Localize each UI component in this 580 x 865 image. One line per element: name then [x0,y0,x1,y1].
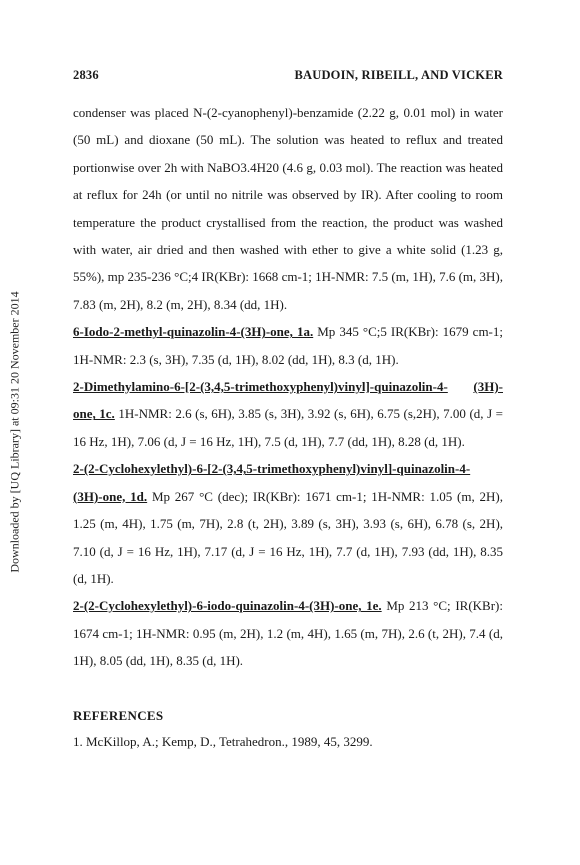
compound-1c-title: 2-Dimethylamino-6-[2-(3,4,5-trimethoxyphenyl)vinyl]-quinazolin-4- [73,379,448,395]
page-content [73,68,503,750]
text-line: 1H-NMR: 7.5 (m, 1H), 7.6 (m, 3H), 7.83 (m, 2H), 8.2 (m, 2H), 8.34 (dd, [73,269,504,312]
text-line: 1H). [263,296,288,312]
text-line: (m, 2H), 1.25 (m, 4H), 1.75 (m, 7H), 2.8 (t, 2H), 3.89 (s, 3H), 3.93 (s, 6H), [73,488,503,532]
text-line: 6.78 (s, 2H), 7.10 (d, J = 16 Hz, 1H), 7.17 (d, J = 16 Hz, 1H), 7.7 (d, 1H), [73,516,504,559]
compound-1d-title: 2-(2-Cyclohexylethyl)-6-[2-(3,4,5-trimethoxyphenyl)vinyl]-quinazolin-4- [73,461,471,477]
running-title: BAUDOIN, RIBEILL, AND VICKER [294,68,503,82]
procedure-paragraph [73,99,503,318]
text-line: Mp 267 °C (dec); IR(KBr): 1671 cm-1; 1H-NMR: 1.05 [151,488,453,504]
compound-1a-entry [73,318,503,373]
text-line: IR(KBr): 1674 cm-1; 1H-NMR: 0.95 (m, 2H), 1.2 (m, 4H), 1.65 (m, 7H), [73,598,503,641]
text-line: cm-1; 1H-NMR: 2.3 (s, 3H), 7.35 (d, 1H), 8.02 (dd, 1H), 8.3 (d, 1H). [73,324,503,367]
text-line: water (50 mL) and dioxane (50 mL). The solution was heated to reflux and [73,105,503,148]
text-line: After cooling to room temperature the product crystallised from the reaction, [73,187,503,230]
text-line: treated portionwise over 2h with NaBO3.4H20 (4.6 g, 0.03 mol). The [73,132,504,175]
text-line: give a white solid (1.23 g, 55%), mp 235-236 °C;4 IR(KBr): 1668 cm-1; [73,242,503,285]
compound-1d-title-cont: (3H)-one, 1d. [73,488,148,504]
compound-1d-entry [73,455,503,592]
references-heading: REFERENCES [73,707,164,723]
text-line: Mp 345 °C;5 IR(KBr): 1679 [317,324,469,340]
compound-1e-entry [73,592,503,674]
download-watermark [0,0,30,865]
compound-1e-title: 2-(2-Cyclohexylethyl)-6-iodo-quinazolin-4-(3H)-one, 1e. [73,598,382,614]
article-body [73,99,503,675]
text-line: 1H-NMR: 2.6 (s, 6H), 3.85 (s, 3H), 3.92 (s, 6H), 6.75 (s,2H), [118,406,440,422]
text-line: condenser was placed N-(2-cyanophenyl)-benzamide (2.22 g, 0.01 mol) in [73,105,470,120]
text-line: 7.00 (d, J = 16 Hz, 1H), 7.06 (d, J = 16 Hz, 1H), 7.5 (d, 1H), 7.7 (dd, 1H), [73,406,503,449]
page-number: 2836 [73,68,99,82]
text-line: the product was washed with water, air dried and then washed with ether to [73,214,504,258]
compound-1c-entry [73,373,503,455]
compound-1c-title-cont: (3H)-one, 1c. [73,379,503,422]
text-line: 8.28 (d, 1H). [398,433,465,449]
download-note: Downloaded by [UQ Library] at 09:31 20 November 2014 [7,291,22,573]
text-line: 7.93 (dd, 1H), 8.35 (d, 1H). [73,543,504,586]
reference-item: 1. McKillop, A.; Kemp, D., Tetrahedron., 1989, 45, 3299. [73,733,373,749]
text-line: 2.6 (t, 2H), 7.4 (d, 1H), 8.05 (dd, 1H), 8.35 (d, 1H). [73,625,503,669]
text-line: Mp 213 °C; [386,598,451,614]
text-line: reaction was heated at reflux for 24h (or until no nitrile was observed by IR). [73,159,503,203]
running-header [73,68,503,83]
compound-1a-title: 6-Iodo-2-methyl-quinazolin-4-(3H)-one, 1a. [73,324,314,340]
references-section [73,708,503,750]
